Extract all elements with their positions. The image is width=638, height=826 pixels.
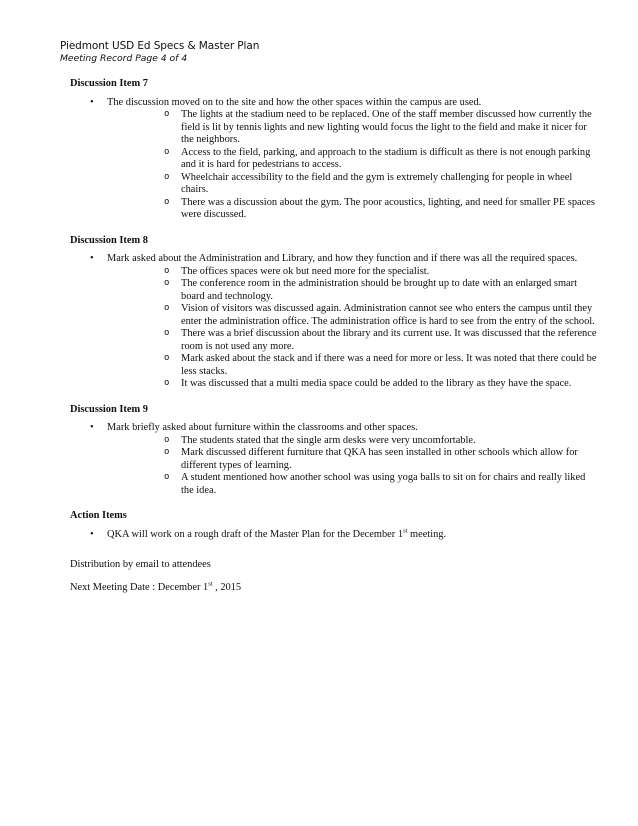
distribution-note: Distribution by email to attendees bbox=[70, 559, 211, 570]
page-header bbox=[60, 40, 259, 65]
sub-list-item bbox=[144, 172, 600, 197]
sub-bullet-text: It was discussed that a multi media space could be added to the library as they have the space. bbox=[181, 378, 572, 389]
sub-bullet-text: There was a discussion about the gym. The poor acoustics, lighting, and need for smaller PE spaces were discussed. bbox=[181, 196, 595, 220]
sub-bullet-text: The offices spaces were ok but need more for the specialist. bbox=[181, 265, 430, 277]
section-heading: Discussion Item 9 bbox=[70, 403, 148, 415]
sub-bullet-glyph: o bbox=[164, 278, 170, 288]
sub-bullet-text: There was a brief discussion about the library and its current use. It was discussed that the reference room is not used any more. bbox=[181, 328, 597, 352]
document-body bbox=[70, 78, 600, 604]
sub-bullet-text: A student mentioned how another school was using yoga balls to sit on for chairs and really liked the idea. bbox=[181, 472, 586, 496]
ordinal-suffix: st bbox=[403, 527, 408, 535]
sub-bullet-text: The conference room in the administration should be brought up to date with an enlarged smart board and technology. bbox=[181, 278, 577, 302]
sub-list-item bbox=[144, 435, 600, 448]
header-title: Piedmont USD Ed Specs & Master Plan bbox=[60, 40, 260, 52]
sub-bullet-text: The students stated that the single arm desks were very uncomfortable. bbox=[181, 434, 476, 446]
sub-bullet-glyph: o bbox=[164, 265, 170, 276]
sub-list-item bbox=[144, 109, 600, 147]
bullet-glyph: • bbox=[90, 253, 94, 264]
bullet-glyph: • bbox=[90, 96, 94, 108]
sub-list-item bbox=[144, 447, 600, 472]
sub-bullet-glyph: o bbox=[164, 146, 170, 157]
sub-bullet-glyph: o bbox=[164, 378, 170, 388]
action-items bbox=[70, 510, 600, 541]
sub-bullet-glyph: o bbox=[164, 328, 170, 338]
bullet-text: Mark briefly asked about furniture within the classrooms and other spaces. bbox=[107, 422, 418, 433]
sub-bullet-glyph: o bbox=[164, 434, 170, 445]
action-text-post: meeting. bbox=[407, 528, 447, 540]
sub-bullet-glyph: o bbox=[164, 196, 170, 207]
header-subtitle: Meeting Record Page 4 of 4 bbox=[60, 53, 188, 64]
sub-bullet-glyph: o bbox=[164, 353, 170, 363]
list-item bbox=[70, 422, 600, 497]
discussion-item-8 bbox=[70, 235, 600, 391]
sub-bullet-text: Mark asked about the stack and if there was a need for more or less. It was noted that there could be less stacks. bbox=[181, 353, 597, 377]
section-heading: Discussion Item 7 bbox=[70, 78, 148, 89]
section-heading: Discussion Item 8 bbox=[70, 234, 148, 246]
sub-list-item bbox=[144, 303, 600, 328]
list-item bbox=[70, 529, 600, 542]
sub-list-item bbox=[144, 197, 600, 222]
list-item bbox=[70, 97, 600, 222]
sub-list-item bbox=[144, 278, 600, 303]
discussion-item-7 bbox=[70, 78, 600, 222]
section-heading: Action Items bbox=[70, 510, 127, 521]
bullet-glyph: • bbox=[90, 422, 94, 433]
ordinal-suffix: st bbox=[208, 580, 213, 588]
sub-bullet-text: Access to the field, parking, and approach to the stadium is difficult as there is not enough parking and it is hard for pedestrians to access. bbox=[181, 146, 591, 170]
sub-list-item bbox=[144, 472, 600, 497]
sub-bullet-glyph: o bbox=[164, 109, 170, 119]
sub-bullet-text: Wheelchair accessibility to the field and the gym is extremely challenging for people in wheel chairs. bbox=[181, 171, 573, 195]
bullet-glyph: • bbox=[90, 528, 94, 540]
sub-list-item bbox=[144, 378, 600, 391]
sub-bullet-text: Vision of visitors was discussed again. Administration cannot see who enters the campus until they enter the administration office. The administration office is hard to see from the entry of the school. bbox=[181, 303, 595, 327]
bullet-text: The discussion moved on to the site and how the other spaces within the campus are used. bbox=[107, 96, 482, 108]
sub-list-item bbox=[144, 353, 600, 378]
sub-bullet-glyph: o bbox=[164, 447, 170, 457]
next-meeting-post: , 2015 bbox=[212, 581, 242, 593]
sub-list-item bbox=[144, 328, 600, 353]
list-item bbox=[70, 253, 600, 391]
sub-bullet-glyph: o bbox=[164, 303, 170, 313]
sub-bullet-glyph: o bbox=[164, 171, 170, 182]
sub-bullet-text: Mark discussed different furniture that QKA has seen installed in other schools which allow for different types of learning. bbox=[181, 447, 578, 471]
sub-bullet-glyph: o bbox=[164, 472, 170, 482]
next-meeting-pre: Next Meeting Date : December 1 bbox=[70, 581, 209, 593]
next-meeting-date bbox=[70, 582, 600, 595]
discussion-item-9 bbox=[70, 404, 600, 498]
bullet-text: Mark asked about the Administration and Library, and how they function and if there was all the required spaces. bbox=[107, 253, 578, 264]
sub-list-item bbox=[144, 147, 600, 172]
sub-list-item bbox=[144, 266, 600, 279]
action-text-pre: QKA will work on a rough draft of the Master Plan for the December 1 bbox=[107, 528, 404, 540]
sub-bullet-text: The lights at the stadium need to be replaced. One of the staff member discussed how currently the field is lit by tennis lights and new lighting would focus the light to the field and make it nicer for the neighbors. bbox=[181, 109, 592, 145]
